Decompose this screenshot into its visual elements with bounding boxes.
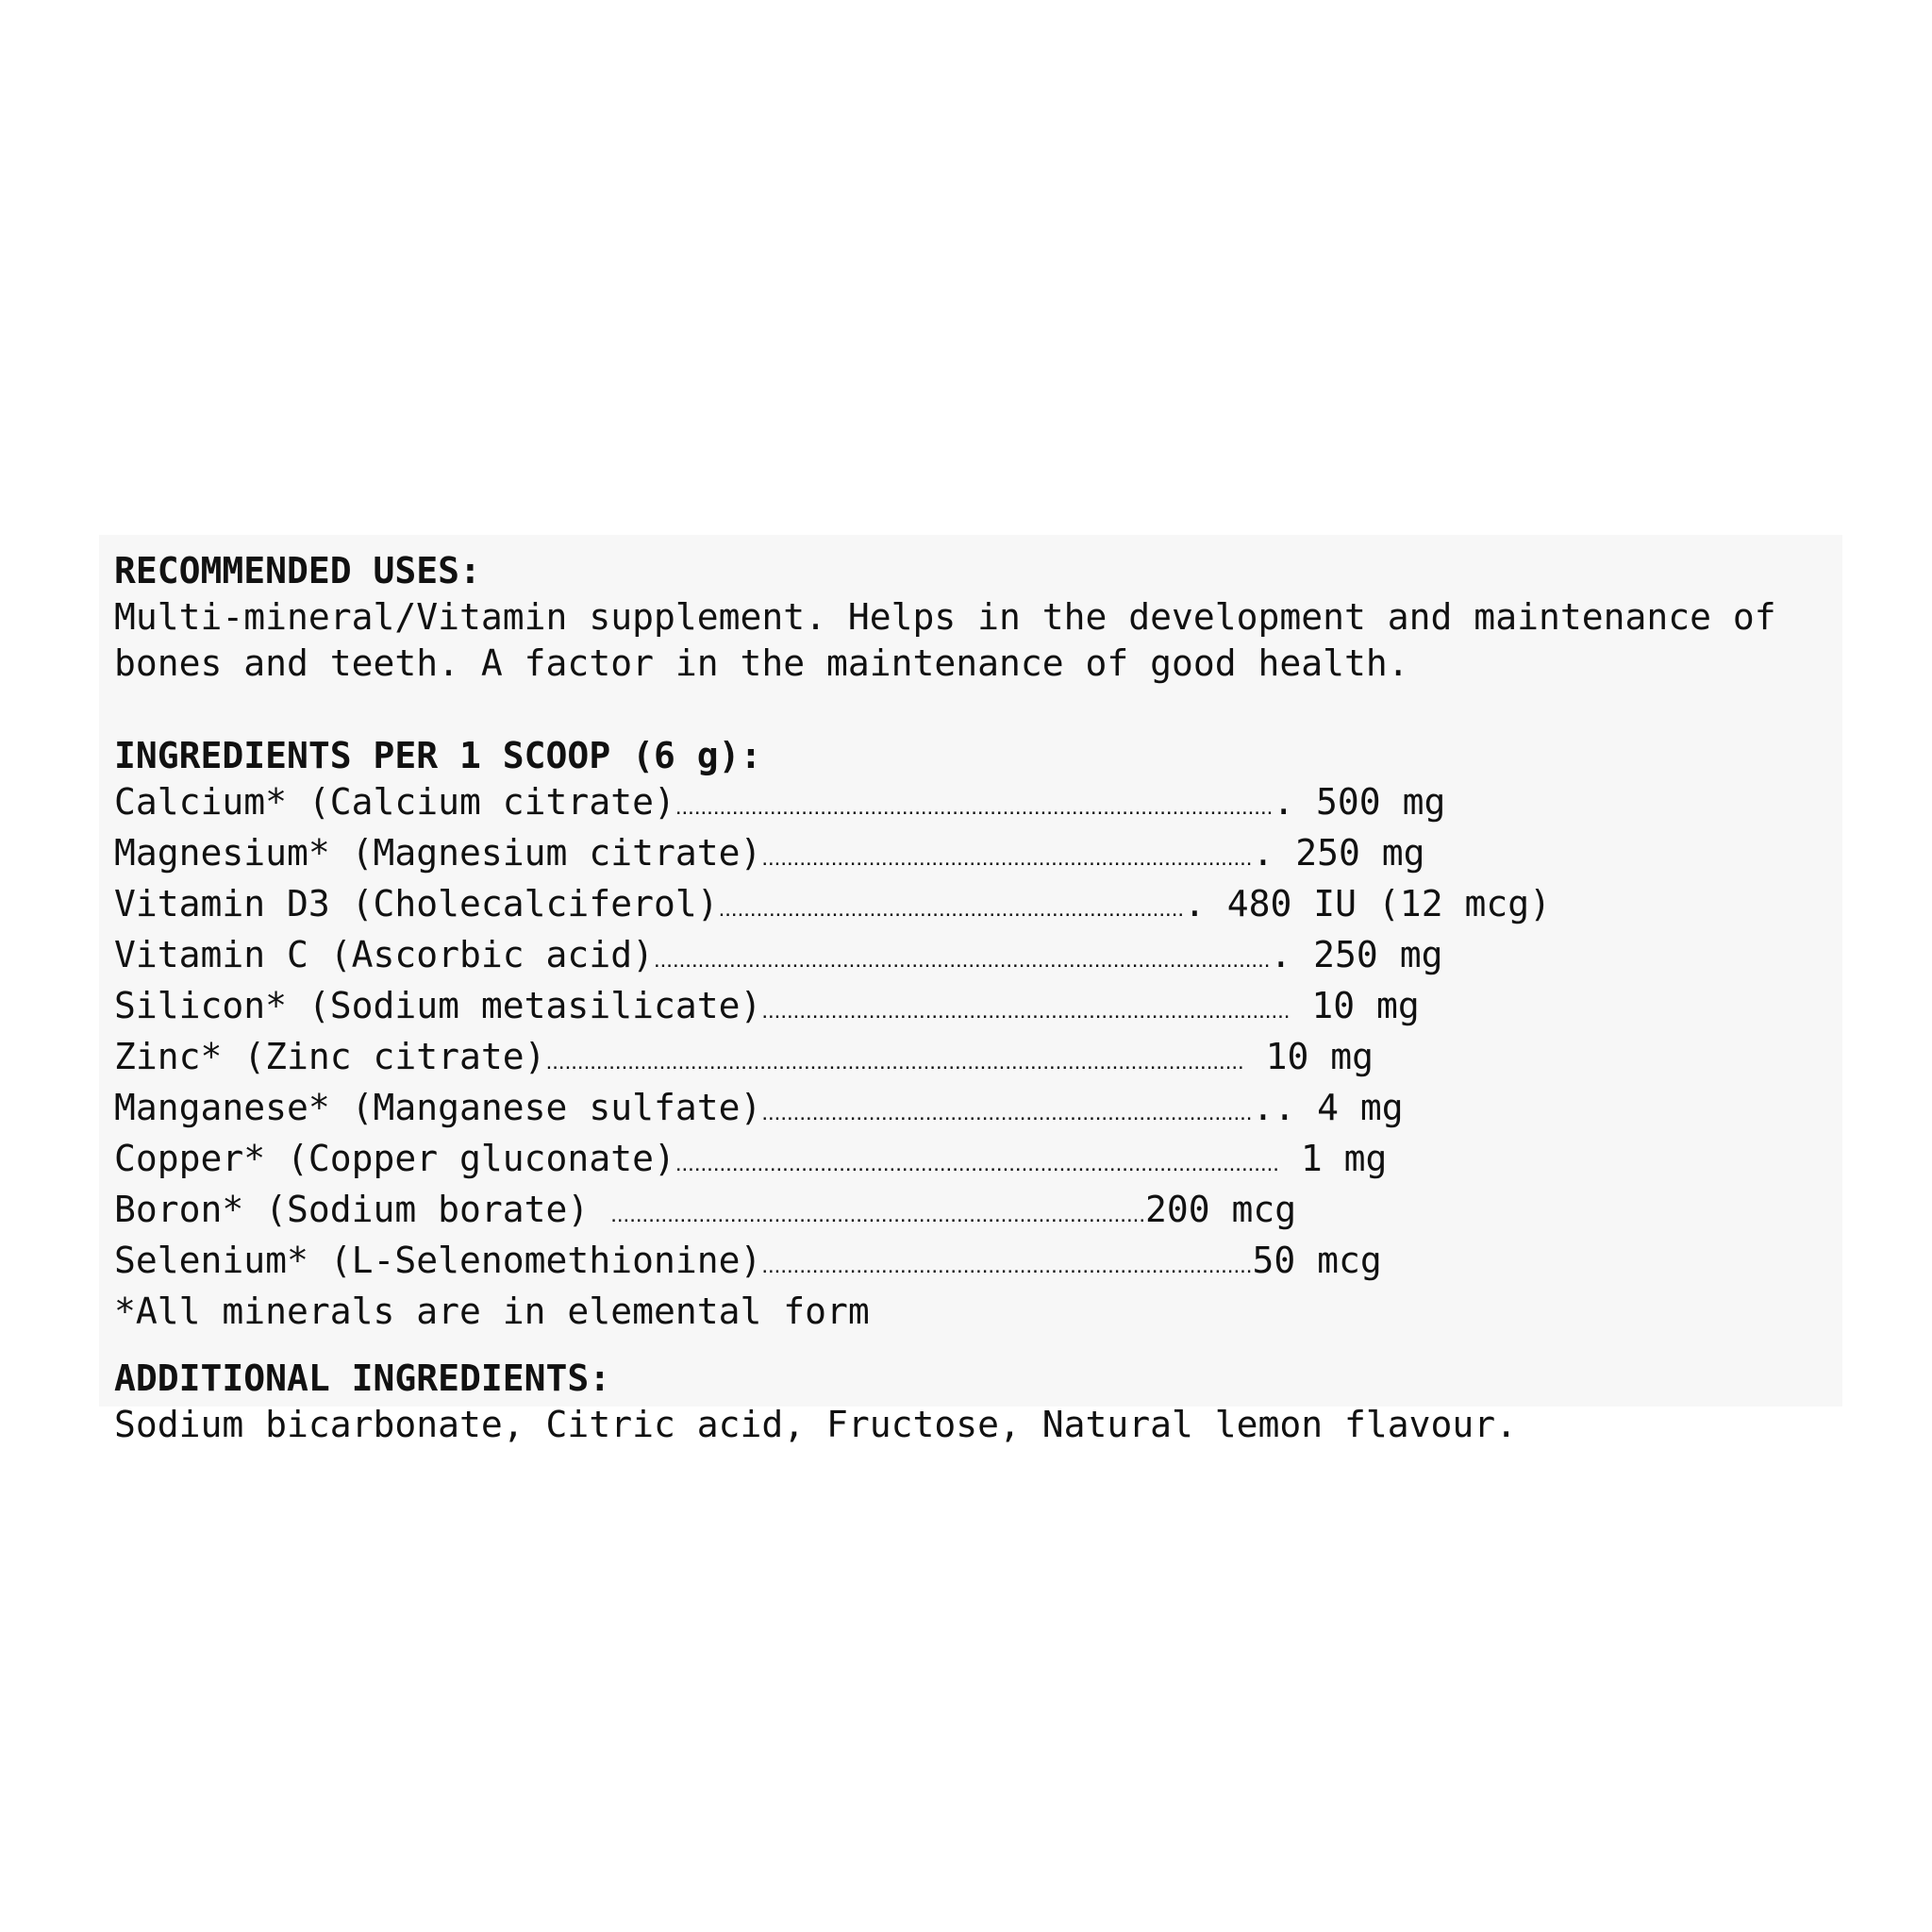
ingredient-amount: 10 mg <box>1290 985 1420 1026</box>
recommended-uses-line: Multi-mineral/Vitamin supplement. Helps in the development and maintenance of <box>114 596 1776 638</box>
ingredient-row <box>114 1034 1827 1085</box>
ingredient-leader-dots: .............................................................................. <box>761 1253 1253 1278</box>
ingredient-row <box>114 1085 1827 1136</box>
ingredients-heading: INGREDIENTS PER 1 SCOOP (6 g): <box>114 735 762 776</box>
ingredient-amount: 50 mcg <box>1252 1240 1382 1281</box>
ingredient-leader-dots: .............................................................................. <box>761 845 1253 871</box>
ingredient-amount: . 500 mg <box>1273 781 1446 823</box>
ingredient-name: Vitamin D3 (Cholecalciferol) <box>114 883 719 924</box>
ingredient-name: Boron* (Sodium borate) <box>114 1189 611 1230</box>
ingredient-leader-dots: ................................................................................................ <box>675 1151 1279 1176</box>
ingredient-name: Copper* (Copper gluconate) <box>114 1138 675 1179</box>
ingredient-amount: . 480 IU (12 mcg) <box>1184 883 1551 924</box>
ingredient-name: Calcium* (Calcium citrate) <box>114 781 675 823</box>
ingredient-leader-dots: .......................................................................... <box>718 896 1185 922</box>
ingredient-name: Vitamin C (Ascorbic acid) <box>114 934 654 975</box>
ingredient-amount: .. 4 mg <box>1252 1087 1404 1128</box>
ingredient-name: Zinc* (Zinc citrate) <box>114 1036 546 1077</box>
additional-ingredients-heading: ADDITIONAL INGREDIENTS: <box>114 1357 611 1399</box>
ingredient-list <box>114 779 1827 1289</box>
ingredient-name: Selenium* (L-Selenomethionine) <box>114 1240 762 1281</box>
ingredient-name: Manganese* (Manganese sulfate) <box>114 1087 762 1128</box>
label-panel <box>99 535 1842 1445</box>
recommended-uses-heading: RECOMMENDED USES: <box>114 550 481 591</box>
ingredient-leader-dots: .................................................................................................. <box>653 947 1271 973</box>
ingredient-leader-dots: .............................................................................. <box>761 1100 1253 1125</box>
ingredient-amount: . 250 mg <box>1270 934 1443 975</box>
ingredient-leader-dots: ............................................................................................................... <box>545 1049 1244 1074</box>
ingredient-amount: . 250 mg <box>1252 832 1425 874</box>
ingredient-row <box>114 830 1827 881</box>
ingredient-row <box>114 1187 1827 1238</box>
ingredient-row <box>114 932 1827 983</box>
ingredient-amount: 200 mcg <box>1144 1189 1297 1230</box>
recommended-uses-line: bones and teeth. A factor in the maintenance of good health. <box>114 642 1409 684</box>
ingredient-row <box>114 1136 1827 1187</box>
ingredient-name: Silicon* (Sodium metasilicate) <box>114 985 762 1026</box>
ingredient-row <box>114 779 1827 830</box>
ingredient-row <box>114 983 1827 1034</box>
ingredient-amount: 10 mg <box>1243 1036 1374 1077</box>
ingredient-row <box>114 1238 1827 1289</box>
ingredient-leader-dots: ............................................................................................... <box>675 794 1274 820</box>
additional-ingredients-text: Sodium bicarbonate, Citric acid, Fructose, Natural lemon flavour. <box>114 1404 1518 1445</box>
ingredient-leader-dots: ..................................................................................... <box>610 1202 1145 1227</box>
ingredient-amount: 1 mg <box>1278 1138 1388 1179</box>
ingredient-row <box>114 881 1827 932</box>
ingredient-leader-dots: .................................................................................... <box>761 998 1291 1024</box>
ingredients-footnote: *All minerals are in elemental form <box>114 1291 870 1332</box>
ingredient-name: Magnesium* (Magnesium citrate) <box>114 832 762 874</box>
